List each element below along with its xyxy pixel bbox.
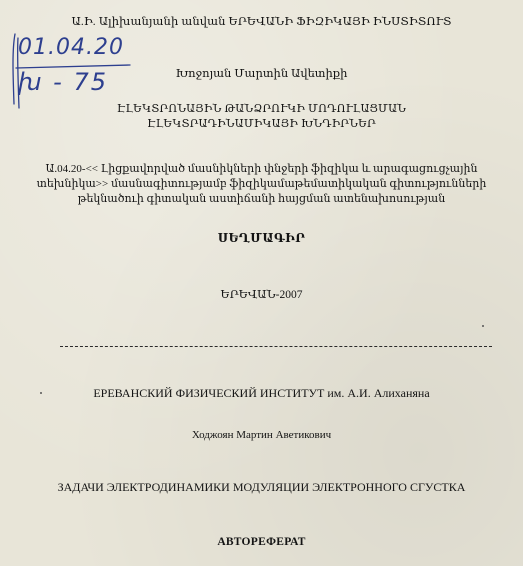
author-armenian: Խոջոյան Մարտին Ավետիքի xyxy=(175,68,348,80)
title-armenian-line2: ԷԼԵԿՏՐԱԴԻՆԱՄԻԿԱՅԻ ԽՆԴԻՐՆԵՐ xyxy=(147,118,376,130)
title-russian: ЗАДАЧИ ЭЛЕКТРОДИНАМИКИ МОДУЛЯЦИИ ЭЛЕКТРОННОГО СГУСТКА xyxy=(57,480,466,494)
specialty-armenian-line2: տեխնիկա>> մասնագիտությամբ ֆիզիկամաթեմատիկական գիտությունների xyxy=(36,178,487,190)
institute-russian: ЕРЕВАНСКИЙ ФИЗИЧЕСКИЙ ИНСТИТУТ им. А.И. Алиханяна xyxy=(93,386,430,400)
handwritten-code-line1: 01.04.20 xyxy=(18,35,124,60)
specialty-armenian-line3: թեկնածուի գիտական աստիճանի հայցման ատենախոսության xyxy=(77,193,446,205)
speck-mark xyxy=(40,392,42,394)
dashed-divider xyxy=(60,346,492,347)
institute-armenian: Ա.Ի. Ալիխանյանի անվան ԵՐԵՎԱՆԻ ՖԻԶԻԿԱՅԻ ԻՆՍՏԻՏՈՒՏ xyxy=(71,16,452,28)
title-armenian-line1: ԷԼԵԿՏՐՈՆԱՅԻՆ ԹԱՆՁՐՈՒԿԻ ՄՈԴՈՒԼԱՑՄԱՆ xyxy=(116,103,407,115)
document-type-russian: АВТОРЕФЕРАТ xyxy=(217,536,306,548)
speck-mark xyxy=(482,325,484,327)
specialty-armenian-line1: Ա.04.20-<< Լիցքավորված մասնիկների փնջերի ֆիզիկա և արագացուցչային xyxy=(45,163,478,175)
city-year-armenian: ԵՐԵՎԱՆ-2007 xyxy=(220,289,303,301)
handwritten-code-line2: խ - 75 xyxy=(18,68,108,96)
author-russian: Ходжоян Мартин Аветикович xyxy=(191,429,332,441)
document-type-armenian: ՍԵՂՄԱԳԻՐ xyxy=(217,231,306,245)
